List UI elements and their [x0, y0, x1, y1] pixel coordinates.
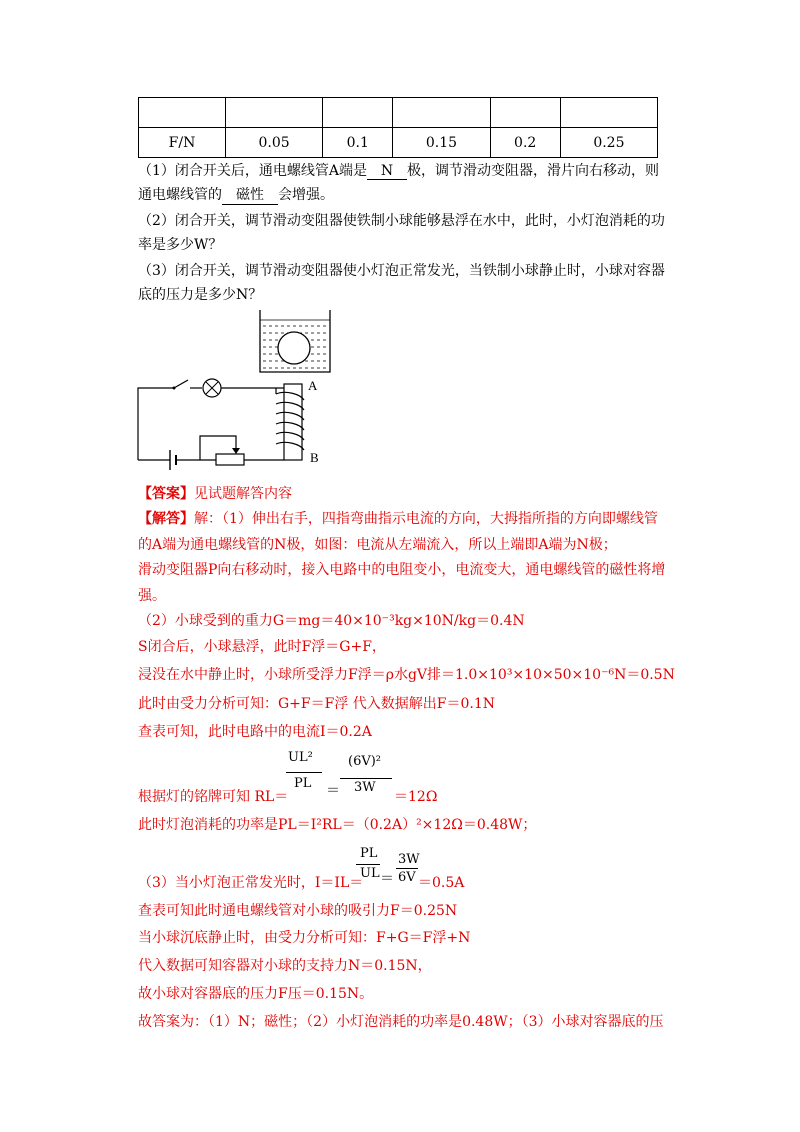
table-cell: [490, 98, 560, 128]
table-cell: 0.15: [393, 128, 490, 158]
formula-2-denominator-b: 6V: [398, 870, 416, 885]
formula-2-denominator-a: UL: [360, 866, 380, 881]
question-3-line-1: （3）闭合开关，调节滑动变阻器使小灯泡正常发光，当铁制小球静止时，小球对容器: [138, 263, 665, 279]
question-1-line-1: （1）闭合开关后，通电螺线管A端是 N 极，调节滑动变阻器，滑片向右移动，则: [138, 163, 660, 179]
solution-tag: 【解答】: [138, 511, 194, 527]
solution-line-1: 【解答】解：（1）伸出右手，四指弯曲指示电流的方向，大拇指所指的方向即螺线管: [138, 511, 658, 527]
table-cell: 0.05: [226, 128, 323, 158]
question-1-line-2: 通电螺线管的 磁性 会增强。: [138, 184, 334, 205]
solution-line-15: 代入数据可知容器对小球的支持力N＝0.15N，: [138, 958, 432, 974]
formula-2-result: ＝0.5A: [418, 875, 465, 891]
iron-ball-icon: [278, 332, 310, 364]
force-table: [138, 97, 658, 158]
solution-line-9: 查表可知，此时电路中的电流I＝0.2A: [138, 724, 372, 740]
formula-1-prefix: 根据灯的铭牌可知 RL＝: [138, 789, 289, 805]
question-3-line-2: 底的压力是多少N？: [138, 287, 263, 303]
blank-answer-2: 磁性: [222, 184, 278, 205]
answer-tag: 【答案】: [138, 486, 194, 502]
table-cell: [393, 98, 490, 128]
solution-line-2: 的A端为通电螺线管的N极，如图：电流从左端流入，所以上端即A端为N极；: [138, 537, 617, 553]
formula-1-numerator-b: (6V)²: [348, 754, 382, 769]
formula-1-numerator-a: UL²: [288, 750, 313, 765]
solution-line-17: 故答案为：（1）N；磁性；（2）小灯泡消耗的功率是0.48W；（3）小球对容器底的压: [138, 1014, 664, 1030]
solution-line-11: 此时灯泡消耗的功率是PL＝I²RL＝（0.2A）²×12Ω＝0.48W；: [138, 817, 537, 833]
solution-line-16: 故小球对容器底的压力F压＝0.15N。: [138, 986, 374, 1002]
table-row: [139, 128, 658, 158]
table-cell: [139, 98, 226, 128]
formula-1-result: ＝12Ω: [394, 789, 438, 805]
table-row: [139, 98, 658, 128]
formula-2-numerator-b: 3W: [398, 852, 420, 867]
solution-line-4: 强。: [138, 588, 166, 604]
formula-1-denominator-b: 3W: [354, 780, 376, 795]
table-cell: [226, 98, 323, 128]
formula-2-numerator-a: PL: [360, 846, 378, 861]
solution-line-14: 当小球沉底静止时，由受力分析可知：F+G＝F浮+N: [138, 930, 471, 946]
table-cell: F/N: [139, 128, 226, 158]
formula-1-denominator-a: PL: [294, 776, 312, 791]
solution-line-3: 滑动变阻器P向右移动时，接入电路中的电阻变小，电流变大，通电螺线管的磁性将增: [138, 562, 666, 578]
blank-answer-1: N: [367, 163, 407, 180]
table-cell: 0.2: [490, 128, 560, 158]
solution-line-6: S闭合后，小球悬浮，此时F浮＝G+F，: [138, 639, 386, 655]
solution-line-7: 浸没在水中静止时，小球所受浮力F浮＝ρ水gV排＝1.0×10³×10×50×10⁻⁶N＝0.5N: [138, 667, 675, 683]
table-cell: [323, 98, 393, 128]
label-a: A: [308, 378, 318, 393]
circuit-diagram: [136, 308, 336, 472]
answer-line: 【答案】见试题解答内容: [138, 486, 292, 502]
question-2-line-1: （2）闭合开关，调节滑动变阻器使铁制小球能够悬浮在水中，此时，小灯泡消耗的功: [138, 213, 665, 229]
table-cell: 0.1: [323, 128, 393, 158]
table-cell: [560, 98, 657, 128]
table-cell: 0.25: [560, 128, 657, 158]
formula-2-prefix: （3）当小灯泡正常发光时，I＝IL＝: [138, 875, 364, 891]
solution-line-5: （2）小球受到的重力G＝mg＝40×10⁻³kg×10N/kg＝0.4N: [138, 613, 525, 629]
question-2-line-2: 率是多少W？: [138, 237, 223, 253]
label-b: B: [310, 450, 319, 465]
switch-icon: [174, 380, 188, 388]
rheostat-icon: [216, 454, 244, 465]
solution-line-8: 此时由受力分析可知：G+F＝F浮 代入数据解出F＝0.1N: [138, 696, 496, 712]
solution-line-13: 查表可知此时通电螺线管对小球的吸引力F＝0.25N: [138, 903, 458, 919]
